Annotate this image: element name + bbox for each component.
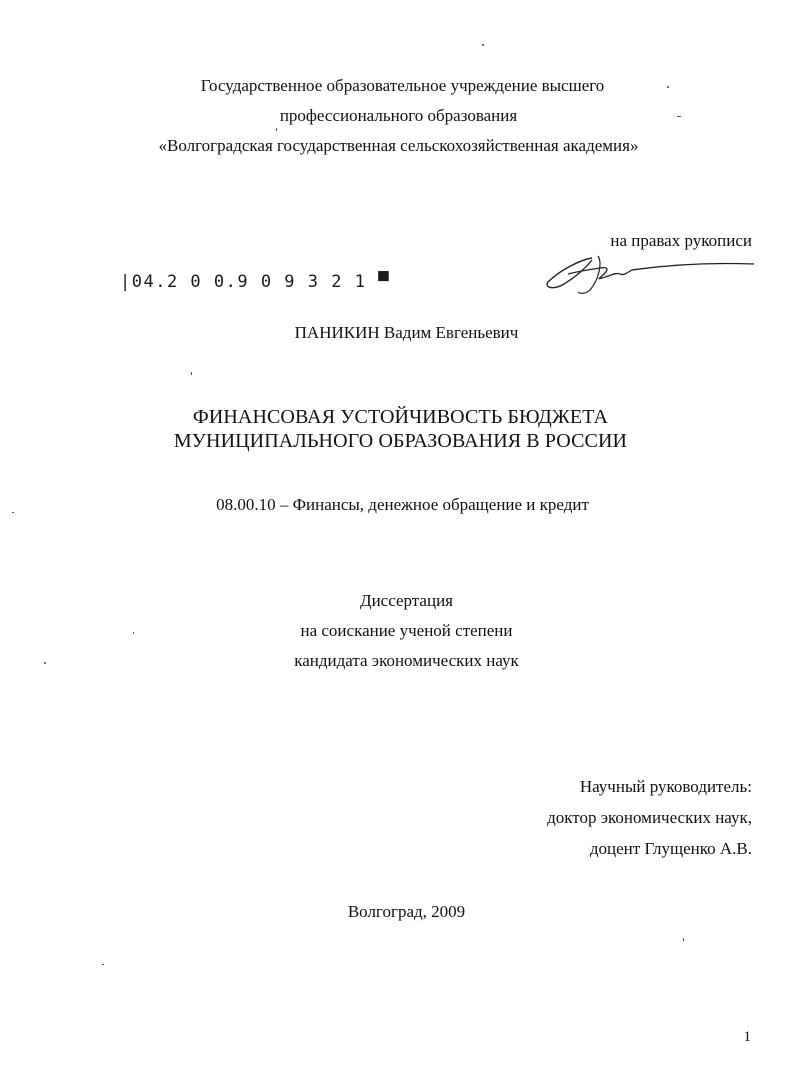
- scan-speck: [12, 512, 14, 513]
- scan-speck: [133, 632, 134, 634]
- manuscript-note: на правах рукописи: [610, 231, 752, 250]
- degree-line-3: кандидата экономических наук: [294, 651, 519, 670]
- place-and-year: Волгоград, 2009: [347, 902, 466, 921]
- scan-speck: [191, 372, 192, 375]
- stamp-mark: ▀: [366, 272, 390, 292]
- thesis-title-line-2: МУНИЦИПАЛЬНОГО ОБРАЗОВАНИЯ В РОССИИ: [173, 430, 628, 452]
- handwritten-signature: [540, 248, 760, 298]
- scan-speck: [683, 938, 684, 941]
- registration-stamp: [120, 272, 390, 292]
- scan-speck: [276, 128, 277, 131]
- scan-speck: [102, 964, 104, 965]
- stamp-number: 04.2 0 0.9 0 9 3 2 1: [131, 272, 367, 292]
- specialty-code: 08.00.10 – Финансы, денежное обращение и кредит: [216, 495, 589, 514]
- page-number: 1: [743, 1029, 751, 1045]
- degree-line-1: Диссертация: [359, 591, 453, 610]
- supervisor-label: Научный руководитель:: [579, 777, 752, 796]
- institution-line-1: Государственное образовательное учреждение высшего: [200, 76, 605, 95]
- scan-speck: [677, 116, 681, 117]
- scan-speck: [482, 44, 484, 46]
- supervisor-degree: доктор экономических наук,: [547, 808, 752, 827]
- degree-line-2: на соискание ученой степени: [300, 621, 513, 640]
- scan-speck: [667, 86, 669, 88]
- stamp-bar: |: [120, 272, 132, 292]
- institution-line-3: «Волгоградская государственная сельскохозяйственная академия»: [158, 136, 639, 155]
- scan-speck: [44, 662, 46, 664]
- author-name: ПАНИКИН Вадим Евгеньевич: [294, 323, 519, 342]
- institution-line-2: профессионального образования: [279, 106, 518, 125]
- thesis-title-line-1: ФИНАНСОВАЯ УСТОЙЧИВОСТЬ БЮДЖЕТА: [192, 406, 609, 428]
- supervisor-name: доцент Глущенко А.В.: [589, 839, 752, 858]
